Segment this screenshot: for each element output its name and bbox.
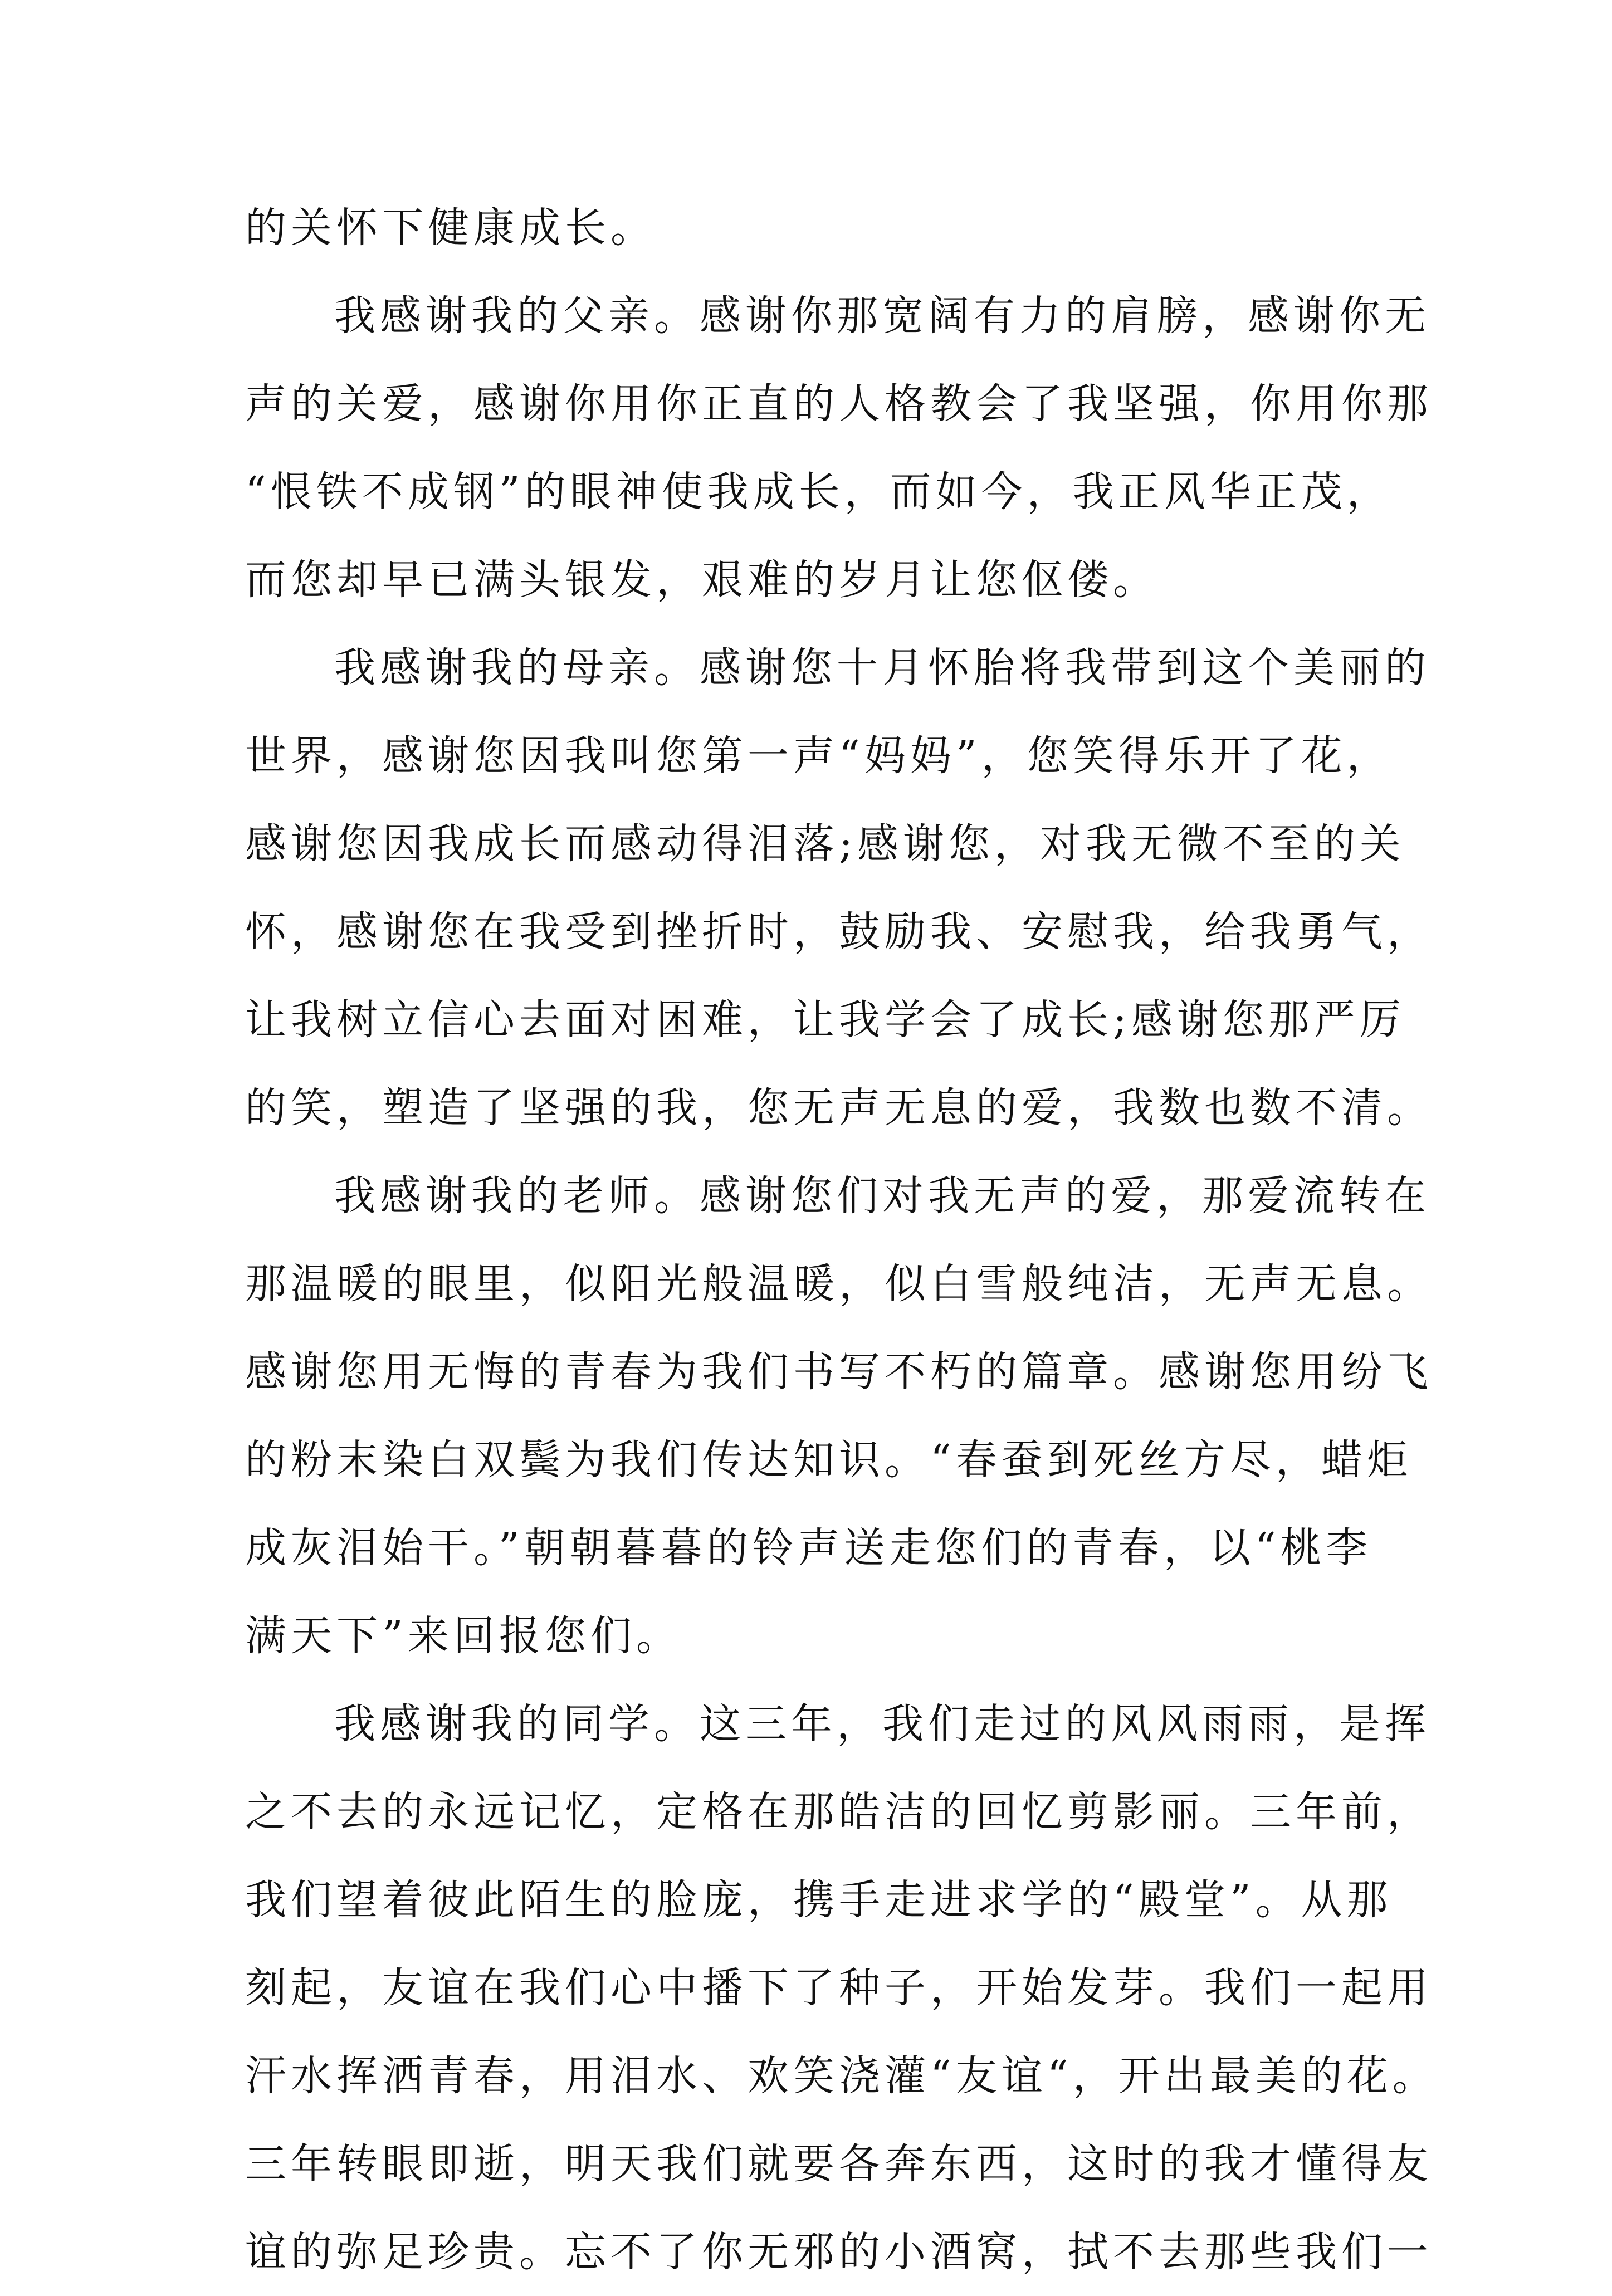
text-line: 那温暖的眼里，似阳光般温暖，似白雪般纯洁，无声无息。 <box>245 1260 1433 1308</box>
text-line: 三年转眼即逝，明天我们就要各奔东西，这时的我才懂得友 <box>245 2140 1433 2188</box>
text-line: 感谢您因我成长而感动得泪落;感谢您，对我无微不至的关 <box>245 820 1405 868</box>
text-line: 谊的弥足珍贵。忘不了你无邪的小酒窝，拭不去那些我们一 <box>245 2228 1433 2276</box>
text-line: 我感谢我的母亲。感谢您十月怀胎将我带到这个美丽的 <box>334 644 1430 692</box>
text-line: 感谢您用无悔的青春为我们书写不朽的篇章。感谢您用纷飞 <box>245 1348 1433 1396</box>
text-line: 刻起，友谊在我们心中播下了种子，开始发芽。我们一起用 <box>245 1964 1433 2012</box>
text-line: 之不去的永远记忆，定格在那皓洁的回忆剪影丽。三年前， <box>245 1788 1433 1836</box>
text-line: 满天下”来回报您们。 <box>245 1612 682 1660</box>
text-line: 让我树立信心去面对困难，让我学会了成长;感谢您那严厉 <box>245 996 1405 1044</box>
text-line: 的粉末染白双鬓为我们传达知识。“春蚕到死丝方尽，蜡炬 <box>245 1436 1413 1484</box>
text-line: 我们望着彼此陌生的脸庞，携手走进求学的“殿堂”。从那 <box>245 1876 1393 1924</box>
text-line: 我感谢我的老师。感谢您们对我无声的爱，那爱流转在 <box>334 1172 1430 1220</box>
text-line: 我感谢我的同学。这三年，我们走过的风风雨雨，是挥 <box>334 1700 1430 1748</box>
text-line: 的关怀下健康成长。 <box>245 204 656 252</box>
text-line: 怀，感谢您在我受到挫折时，鼓励我、安慰我，给我勇气， <box>245 908 1433 956</box>
text-line: 而您却早已满头银发，艰难的岁月让您伛偻。 <box>245 556 1159 604</box>
text-line: 的笑，塑造了坚强的我，您无声无息的爱，我数也数不清。 <box>245 1084 1433 1132</box>
text-line: 声的关爱，感谢你用你正直的人格教会了我坚强，你用你那 <box>245 380 1433 428</box>
text-line: “恨铁不成钢”的眼神使我成长，而如今，我正风华正茂， <box>245 468 1393 516</box>
body-text <box>245 184 1438 2296</box>
text-line: 汗水挥洒青春，用泪水、欢笑浇灌“友谊“，开出最美的花。 <box>245 2052 1438 2100</box>
text-line: 成灰泪始干。”朝朝暮暮的铃声送走您们的青春，以“桃李 <box>245 1524 1372 1572</box>
text-line: 世界，感谢您因我叫您第一声“妈妈”，您笑得乐开了花， <box>245 732 1393 780</box>
text-line: 我感谢我的父亲。感谢你那宽阔有力的肩膀，感谢你无 <box>334 292 1430 340</box>
